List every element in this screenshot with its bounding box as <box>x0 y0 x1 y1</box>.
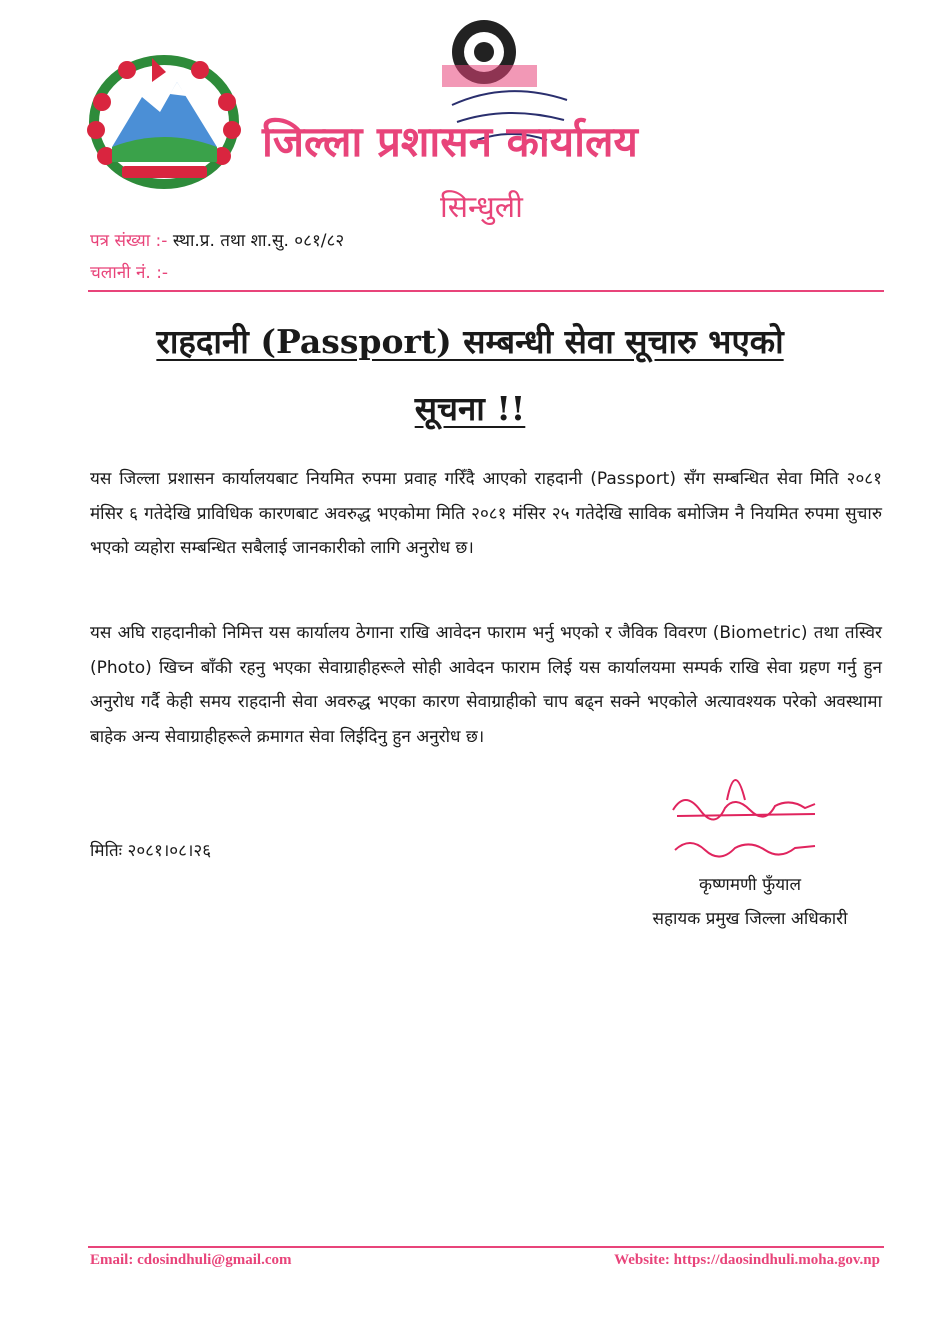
handwritten-signature-icon <box>665 770 830 870</box>
signer-designation: सहायक प्रमुख जिल्ला अधिकारी <box>652 909 848 929</box>
letter-number <box>90 228 344 251</box>
dispatch-number-label: चलानी नं. :- <box>90 263 169 283</box>
footer-divider <box>88 1246 884 1248</box>
notice-paragraph-1: यस जिल्ला प्रशासन कार्यालयबाट नियमित रुपमा प्रवाह गरिँदै आएको राहदानी (Passport) सँग सम्बन्धित सेवा मिति २०८१ मंसिर ६ गतेदेखि प्राविधिक कारणबाट अवरुद्ध भएकोमा मिति २०८१ मंसिर २५ गतेदेखि साविक बमोजिम नै नियमित रुपमा सुचारु भएको व्यहोरा सम्बन्धित सबैलाई जानकारीको लागि अनुरोध छ। <box>90 469 882 558</box>
footer-website: Website: https://daosindhuli.moha.gov.np <box>614 1252 880 1268</box>
header-divider <box>88 290 884 292</box>
notice-title-line2: सूचना !! <box>414 389 526 428</box>
district-name: सिन्धुली <box>440 190 523 225</box>
letter-number-label: पत्र संख्या :- <box>90 231 168 251</box>
nepal-government-emblem-icon <box>82 52 247 192</box>
office-title: जिल्ला प्रशासन कार्यालय <box>262 117 638 166</box>
footer-email: Email: cdosindhuli@gmail.com <box>90 1252 292 1268</box>
dispatch-number <box>90 260 168 283</box>
signer-name: कृष्णमणी फुँयाल <box>699 875 801 895</box>
letter-number-value: स्था.प्र. तथा शा.सु. ०८१/८२ <box>172 231 345 251</box>
notice-date: मितिः २०८१।०८।२६ <box>90 841 212 861</box>
notice-title-line1: राहदानी (Passport) सम्बन्धी सेवा सूचारु भएको <box>156 322 784 361</box>
notice-paragraph-2: यस अघि राहदानीको निमित्त यस कार्यालय ठेगाना राखि आवेदन फाराम भर्नु भएको र जैविक विवरण (Biometric) तथा तस्विर (Photo) खिच्न बाँकी रहनु भएका सेवाग्राहीहरूले सोही आवेदन फाराम लिई यस कार्यालयमा सम्पर्क राखि सेवा ग्रहण गर्नु हुन अनुरोध गर्दै केही समय राहदानी सेवा अवरुद्ध भएका कारण सेवाग्राहीको चाप बढ्न सक्ने भएकोले अत्यावश्यक परेको अवस्थामा बाहेक अन्य सेवाग्राहीहरूले क्रमागत सेवा लिईदिनु हुन अनुरोध छ। <box>90 623 882 747</box>
